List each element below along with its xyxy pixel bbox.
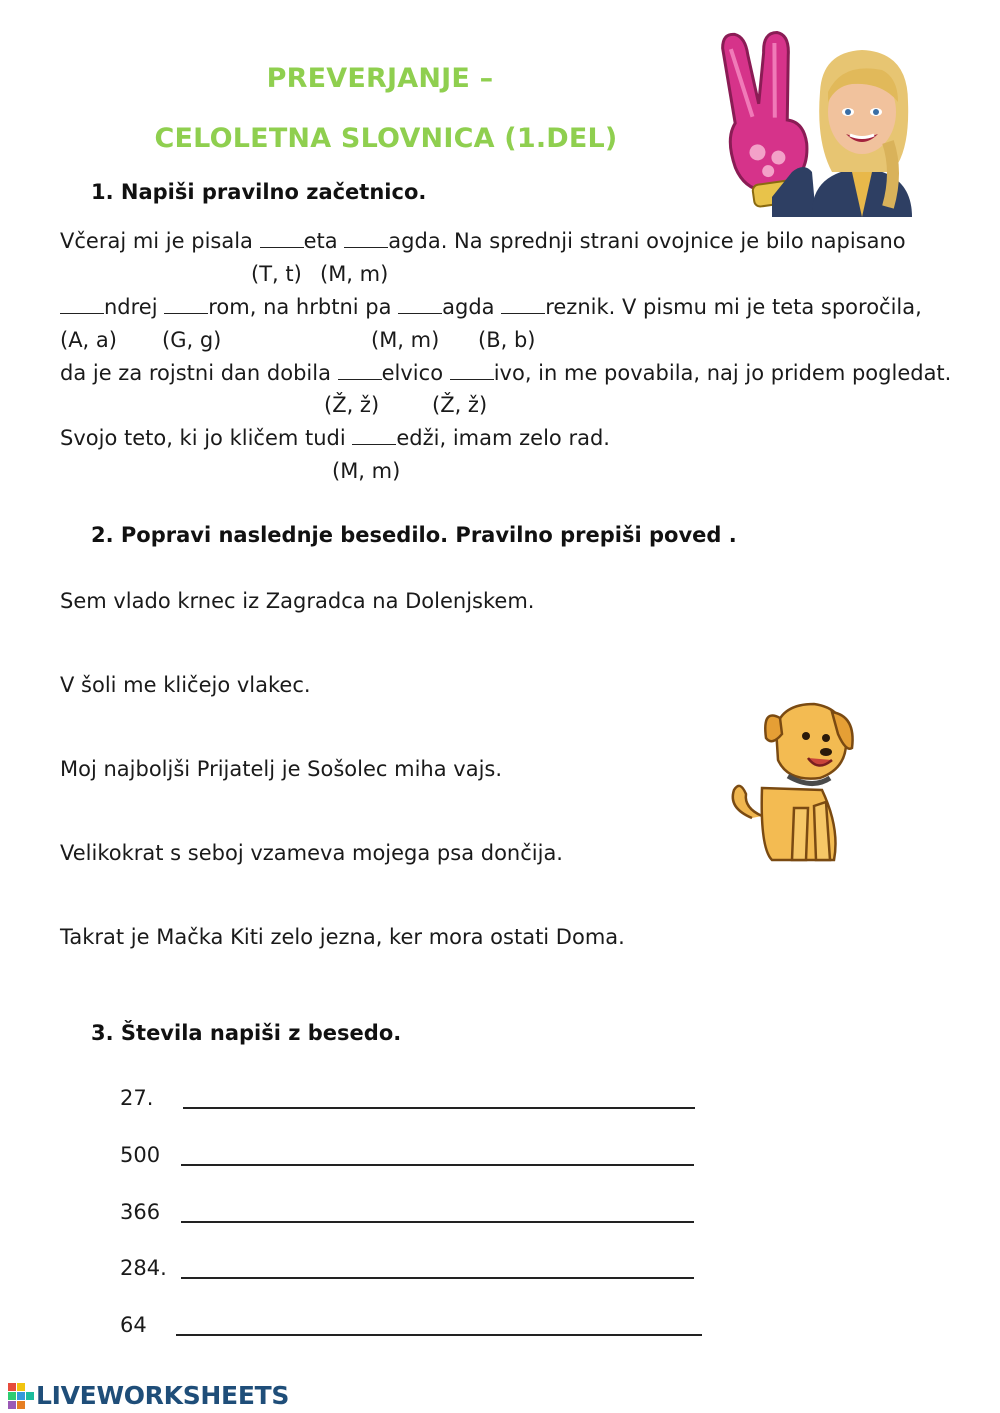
- task1-heading: 1. Napiši pravilno začetnico.: [91, 180, 427, 204]
- task2-heading: 2. Popravi naslednje besedilo. Pravilno prepiši poved .: [91, 523, 737, 547]
- task1-row2: [60, 295, 922, 319]
- number-label: 64: [120, 1313, 147, 1337]
- logo-icon: [8, 1383, 36, 1409]
- page-title-line2: CELOLETNA SLOVNICA (1.DEL): [154, 123, 618, 154]
- blank-input[interactable]: [398, 295, 442, 314]
- blank-input[interactable]: [60, 295, 104, 314]
- task1-row4: [60, 426, 610, 450]
- number-label: 284.: [120, 1256, 167, 1280]
- sentence: Moj najboljši Prijatelj je Sošolec miha vajs.: [60, 757, 503, 781]
- blank-input[interactable]: [338, 361, 382, 380]
- row4-text-a: Svojo teto, ki jo kličem tudi: [60, 426, 353, 450]
- row3-text-b: elvico: [381, 361, 450, 385]
- row3-text-c: ivo, in me povabila, naj jo pridem pogledat.: [493, 361, 952, 385]
- blank-input[interactable]: [260, 229, 304, 248]
- blank-input[interactable]: [501, 295, 545, 314]
- hint-option: (T, t): [251, 262, 302, 286]
- dog-illustration: [722, 698, 862, 870]
- row4-text-b: edži, imam zelo rad.: [396, 426, 610, 450]
- hint-option: (G, g): [162, 328, 222, 352]
- answer-line[interactable]: [181, 1164, 694, 1166]
- sentence: Takrat je Mačka Kiti zelo jezna, ker mora ostati Doma.: [60, 925, 625, 949]
- row1-text-c: agda. Na sprednji strani ovojnice je bilo napisano: [388, 229, 906, 253]
- number-label: 366: [120, 1200, 161, 1224]
- blank-input[interactable]: [344, 229, 388, 248]
- sentence: V šoli me kličejo vlakec.: [60, 673, 311, 697]
- row1-text-a: Včeraj mi je pisala: [60, 229, 260, 253]
- answer-line[interactable]: [181, 1221, 694, 1223]
- row1-text-b: eta: [303, 229, 345, 253]
- hint-option: (Ž, ž): [432, 393, 488, 417]
- sentence: Velikokrat s seboj vzameva mojega psa dončija.: [60, 841, 563, 865]
- task1-row3: [60, 361, 951, 385]
- row2-text-d: agda: [442, 295, 502, 319]
- answer-line[interactable]: [176, 1334, 702, 1336]
- number-label: 500: [120, 1143, 161, 1167]
- hint-option: (M, m): [320, 262, 389, 286]
- row2-text-b: ndrej: [104, 295, 165, 319]
- task1-row1: [60, 229, 906, 253]
- hint-option: (Ž, ž): [324, 393, 380, 417]
- answer-line[interactable]: [183, 1107, 695, 1109]
- task3-heading: 3. Števila napiši z besedo.: [91, 1021, 402, 1045]
- blank-input[interactable]: [164, 295, 208, 314]
- liveworksheets-logo: [8, 1381, 289, 1410]
- page-title-line1: PREVERJANJE –: [266, 63, 494, 94]
- sentence: Sem vlado krnec iz Zagradca na Dolenjskem.: [60, 589, 535, 613]
- avatar-illustration: [712, 22, 917, 217]
- answer-line[interactable]: [181, 1277, 694, 1279]
- blank-input[interactable]: [450, 361, 494, 380]
- row2-text-e: reznik. V pismu mi je teta sporočila,: [545, 295, 922, 319]
- brand-name: LIVEWORKSHEETS: [36, 1381, 290, 1410]
- hint-option: (M, m): [332, 459, 401, 483]
- number-label: 27.: [120, 1086, 154, 1110]
- hint-option: (M, m): [371, 328, 440, 352]
- row3-text-a: da je za rojstni dan dobila: [60, 361, 338, 385]
- row2-text-c: rom, na hrbtni pa: [208, 295, 399, 319]
- hint-option: (A, a): [60, 328, 117, 352]
- blank-input[interactable]: [352, 426, 396, 445]
- hint-option: (B, b): [478, 328, 536, 352]
